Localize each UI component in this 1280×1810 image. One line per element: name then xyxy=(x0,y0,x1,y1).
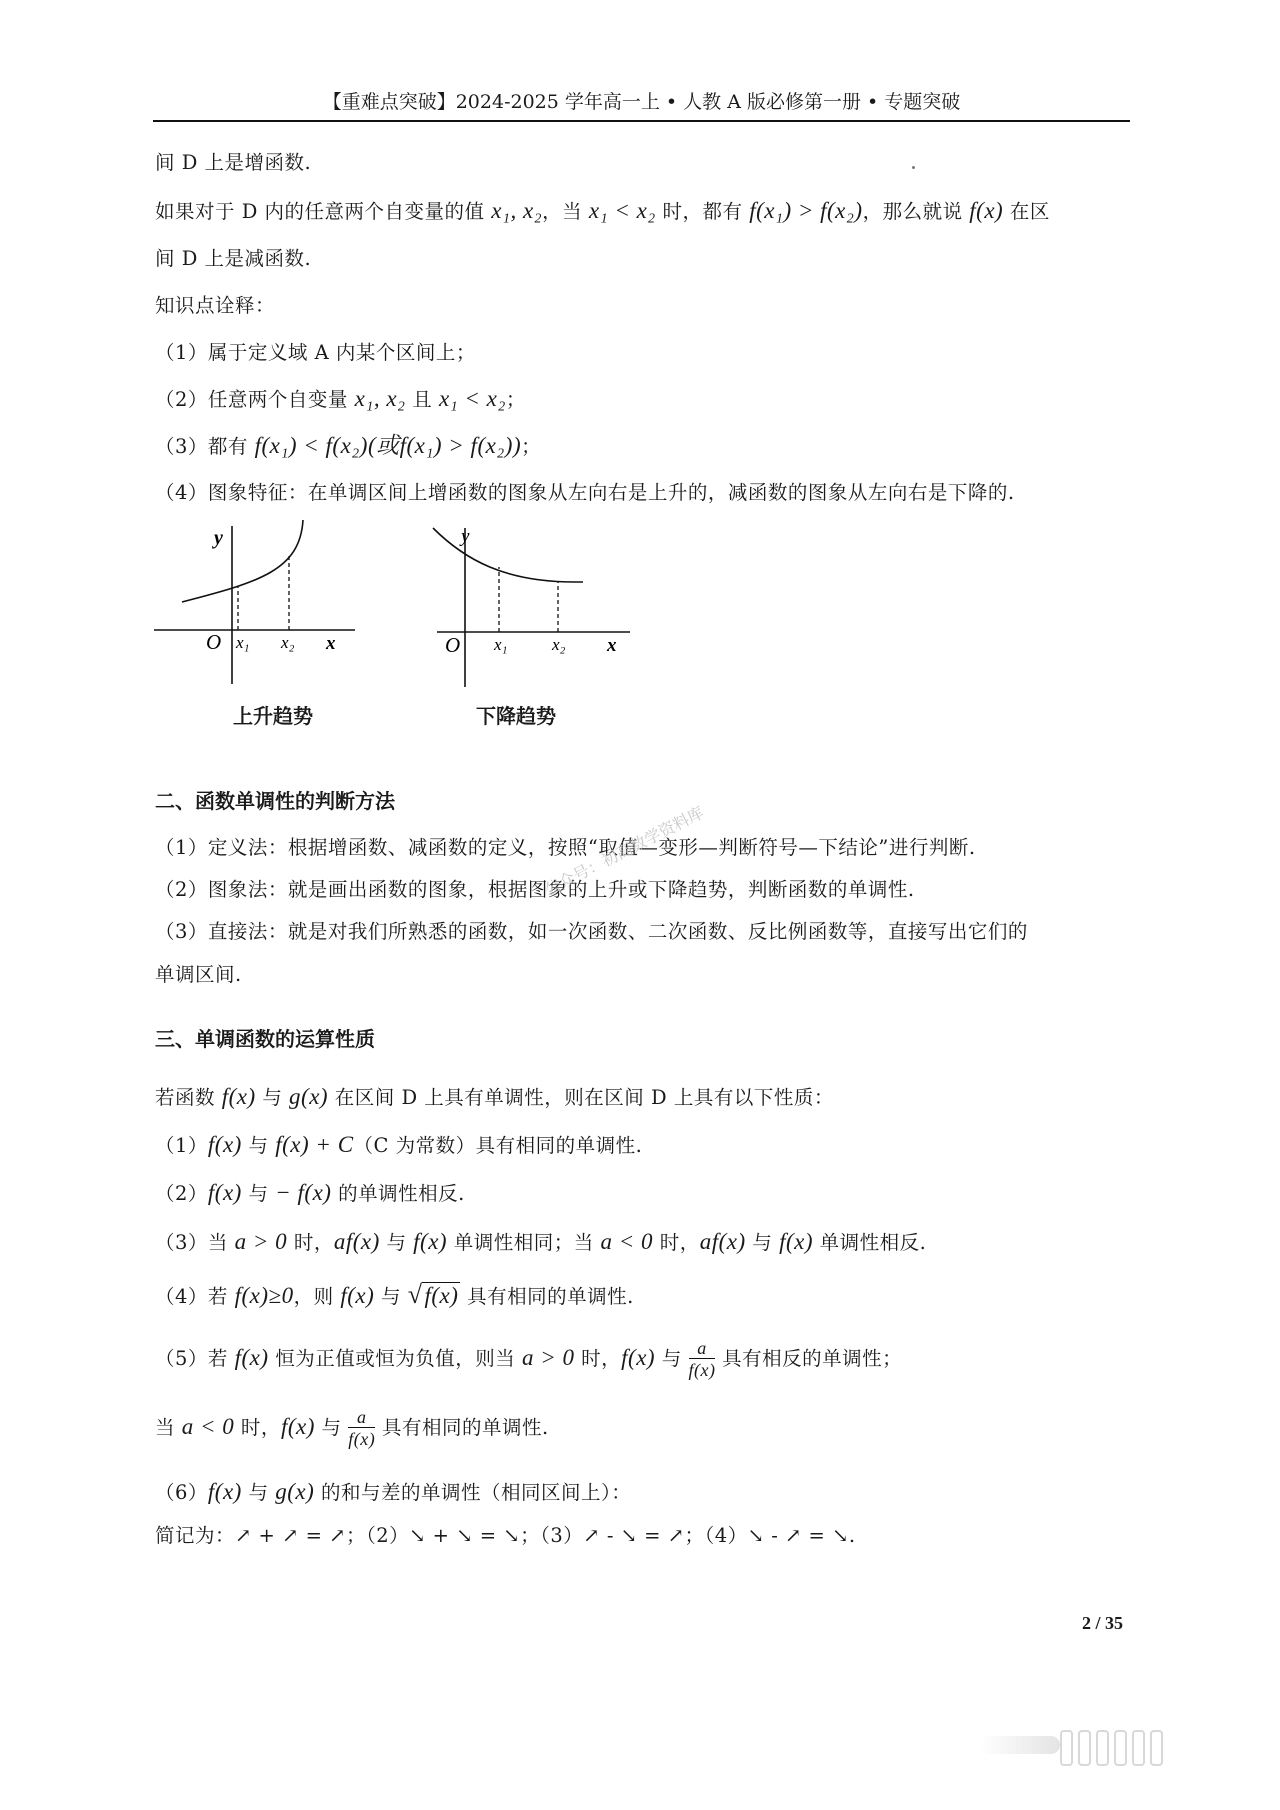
bar-icon xyxy=(1078,1730,1091,1766)
text-segment: 具有相同的单调性. xyxy=(375,1416,549,1439)
text-segment: （6） xyxy=(155,1481,208,1504)
text-line-3: 间 D 上是减函数. xyxy=(155,247,312,270)
math-afx: af(x) xyxy=(699,1229,746,1254)
math-inequality: f(x₁) < f(x₂)(或f(x₁) > f(x₂)) xyxy=(254,433,522,458)
method-definition: （1）定义法：根据增函数、减函数的定义，按照“取值—变形—判断符号—下结论”进行判断. xyxy=(155,836,976,859)
method-direct: （3）直接法：就是对我们所熟悉的函数，如一次函数、二次函数、反比例函数等，直接写出它们的 xyxy=(155,920,1028,943)
math-a-gt-0: a > 0 xyxy=(521,1345,575,1370)
origin-label: O xyxy=(206,630,222,654)
math-gx: g(x) xyxy=(289,1084,329,1109)
text-segment: （5）若 xyxy=(155,1347,235,1370)
text-segment: 与 xyxy=(314,1416,349,1439)
decreasing-curve xyxy=(433,528,583,582)
bar-icon xyxy=(1150,1730,1163,1766)
shorthand-summary: 简记为：↗ + ↗ = ↗；（2）↘ + ↘ = ↘；（3）↗ - ↘ = ↗；（4）↘ - ↗ = ↘. xyxy=(155,1524,856,1547)
math-a-lt-0: a < 0 xyxy=(181,1414,235,1439)
text-segment: （4）若 xyxy=(155,1285,235,1308)
math-neg-fx: − f(x) xyxy=(275,1180,332,1205)
property-2 xyxy=(155,1178,465,1209)
text-segment: 时， xyxy=(653,1231,700,1254)
property-5 xyxy=(155,1338,902,1381)
text-segment: 时， xyxy=(574,1347,622,1370)
x-label: x xyxy=(326,633,336,654)
x-label: x xyxy=(607,635,617,656)
text-segment: 时， xyxy=(287,1231,334,1254)
y-label: y xyxy=(461,526,470,547)
text-line-5: （1）属于定义域 A 内某个区间上； xyxy=(155,341,476,364)
property-3 xyxy=(155,1227,926,1258)
text-segment: 具有相反的单调性； xyxy=(715,1347,903,1370)
text-segment: 与 xyxy=(374,1285,408,1308)
bar-icon xyxy=(1114,1730,1127,1766)
text-line-4: 知识点诠释： xyxy=(155,294,276,317)
text-segment: ，当 xyxy=(542,200,589,223)
fraction-denominator: f(x) xyxy=(348,1429,376,1449)
math-fx: f(x) xyxy=(340,1283,375,1308)
text-segment: （2） xyxy=(155,1182,208,1205)
section-heading-2: 二、函数单调性的判断方法 xyxy=(155,789,395,813)
x1-label: x₁ xyxy=(494,635,508,654)
text-segment: ； xyxy=(521,435,542,458)
fraction-a-over-fx xyxy=(689,1338,716,1381)
text-segment: ，则 xyxy=(293,1285,341,1308)
fraction-numerator: a xyxy=(348,1407,375,1428)
increasing-curve xyxy=(182,520,303,602)
method-direct-cont: 单调区间. xyxy=(155,963,242,986)
bar-icon xyxy=(1096,1730,1109,1766)
text-segment: 恒为正值或恒为负值，则当 xyxy=(268,1347,522,1370)
bottom-fade-bar xyxy=(980,1736,1060,1754)
text-segment: 与 xyxy=(745,1231,780,1254)
math-fx: f(x) xyxy=(221,1084,256,1109)
x1-label: x₁ xyxy=(236,633,250,652)
page-header: 【重难点突破】2024-2025 学年高一上 • 人教 A 版必修第一册 • 专题突破 xyxy=(153,88,1130,122)
text-segment: 如果对于 D 内的任意两个自变量的值 xyxy=(155,200,492,223)
method-graph: （2）图象法：就是画出函数的图象，根据图象的上升或下降趋势，判断函数的单调性. xyxy=(155,878,915,901)
text-segment: （3）当 xyxy=(155,1231,235,1254)
math-gx: g(x) xyxy=(275,1479,315,1504)
text-segment: 与 xyxy=(241,1182,276,1205)
increasing-graph xyxy=(150,520,370,690)
text-segment: 与 xyxy=(379,1231,414,1254)
property-5-cont xyxy=(155,1407,549,1450)
math-fx: f(x) xyxy=(413,1229,448,1254)
text-segment: 单调性相同；当 xyxy=(447,1231,601,1254)
math-fx: f(x) xyxy=(280,1414,315,1439)
property-1 xyxy=(155,1130,642,1161)
text-line-8: （4）图象特征：在单调区间上增函数的图象从左向右是上升的，减函数的图象从左向右是下降的. xyxy=(155,481,1015,504)
text-segment: 若函数 xyxy=(155,1086,222,1109)
math-fx: f(x) xyxy=(207,1132,242,1157)
text-segment: 具有相同的单调性. xyxy=(460,1285,634,1308)
text-line-1: 间 D 上是增函数. xyxy=(155,151,312,174)
text-segment: 时， xyxy=(234,1416,281,1439)
caption-increasing: 上升趋势 xyxy=(233,704,313,728)
text-line-7 xyxy=(155,431,541,462)
text-segment: 的和与差的单调性（相同区间上）： xyxy=(314,1481,632,1504)
text-line-6 xyxy=(155,384,526,415)
math-fx: f(x) xyxy=(779,1229,813,1254)
text-segment: 在区 xyxy=(1003,200,1050,223)
text-segment: 且 xyxy=(405,388,439,411)
y-label: y xyxy=(214,527,223,549)
text-segment: 单调性相反. xyxy=(812,1231,927,1254)
math-a-lt-0: a < 0 xyxy=(600,1229,654,1254)
math-afx: af(x) xyxy=(333,1229,380,1254)
fraction-numerator: a xyxy=(689,1338,716,1359)
text-segment: （1） xyxy=(155,1134,208,1157)
fraction-a-over-fx xyxy=(348,1407,375,1450)
text-segment: 与 xyxy=(255,1086,290,1109)
bottom-bar-icons xyxy=(1060,1730,1163,1766)
sqrt-radicand: f(x) xyxy=(424,1283,459,1308)
property-6 xyxy=(155,1477,631,1508)
properties-intro xyxy=(155,1082,834,1113)
watermark: 公众号：初高数学资料库 xyxy=(541,802,707,900)
bar-icon xyxy=(1132,1730,1145,1766)
caption-decreasing: 下降趋势 xyxy=(476,704,556,728)
text-segment: ，那么就说 xyxy=(862,200,970,223)
fraction-denominator: f(x) xyxy=(688,1360,716,1380)
math-fx: f(x) xyxy=(207,1479,242,1504)
page-number: 2 / 35 xyxy=(1082,1613,1124,1633)
origin-label: O xyxy=(445,633,461,657)
decreasing-graph xyxy=(425,520,645,690)
text-segment: 在区间 D 上具有单调性，则在区间 D 上具有以下性质： xyxy=(328,1086,834,1109)
x2-label: x₂ xyxy=(281,633,295,652)
math-x1x2: x₁, x₂ xyxy=(491,198,543,223)
text-segment: 与 xyxy=(241,1481,276,1504)
text-segment: ； xyxy=(505,388,526,411)
math-x1-lt-x2: x₁ < x₂ xyxy=(438,386,506,411)
math-fx: f(x) xyxy=(621,1345,656,1370)
math-fx: f(x) xyxy=(969,198,1004,223)
math-fx-plus-c: f(x) + C xyxy=(275,1132,354,1157)
math-fx: f(x) xyxy=(234,1345,269,1370)
text-segment: 的单调性相反. xyxy=(331,1182,465,1205)
text-segment: 时，都有 xyxy=(655,200,750,223)
section-heading-3: 三、单调函数的运算性质 xyxy=(155,1027,375,1051)
text-segment: （C 为常数）具有相同的单调性. xyxy=(353,1134,643,1157)
math-x1-lt-x2: x₁ < x₂ xyxy=(588,198,656,223)
sqrt-sign: √ xyxy=(407,1280,423,1309)
math-a-gt-0: a > 0 xyxy=(234,1229,288,1254)
x2-label: x₂ xyxy=(552,635,566,654)
text-line-2 xyxy=(155,196,1050,227)
math-fx-geq-0: f(x)≥0 xyxy=(234,1283,294,1308)
text-segment: 当 xyxy=(155,1416,182,1439)
text-segment: （3）都有 xyxy=(155,435,255,458)
text-segment: 与 xyxy=(241,1134,276,1157)
math-fx1-gt-fx2: f(x₁) > f(x₂) xyxy=(749,198,863,223)
property-4 xyxy=(155,1280,634,1312)
math-fx: f(x) xyxy=(207,1180,242,1205)
stray-dot xyxy=(912,166,915,169)
math-x1x2: x₁, x₂ xyxy=(354,386,406,411)
text-segment: 与 xyxy=(655,1347,689,1370)
text-segment: （2）任意两个自变量 xyxy=(155,388,355,411)
bar-icon xyxy=(1060,1730,1073,1766)
